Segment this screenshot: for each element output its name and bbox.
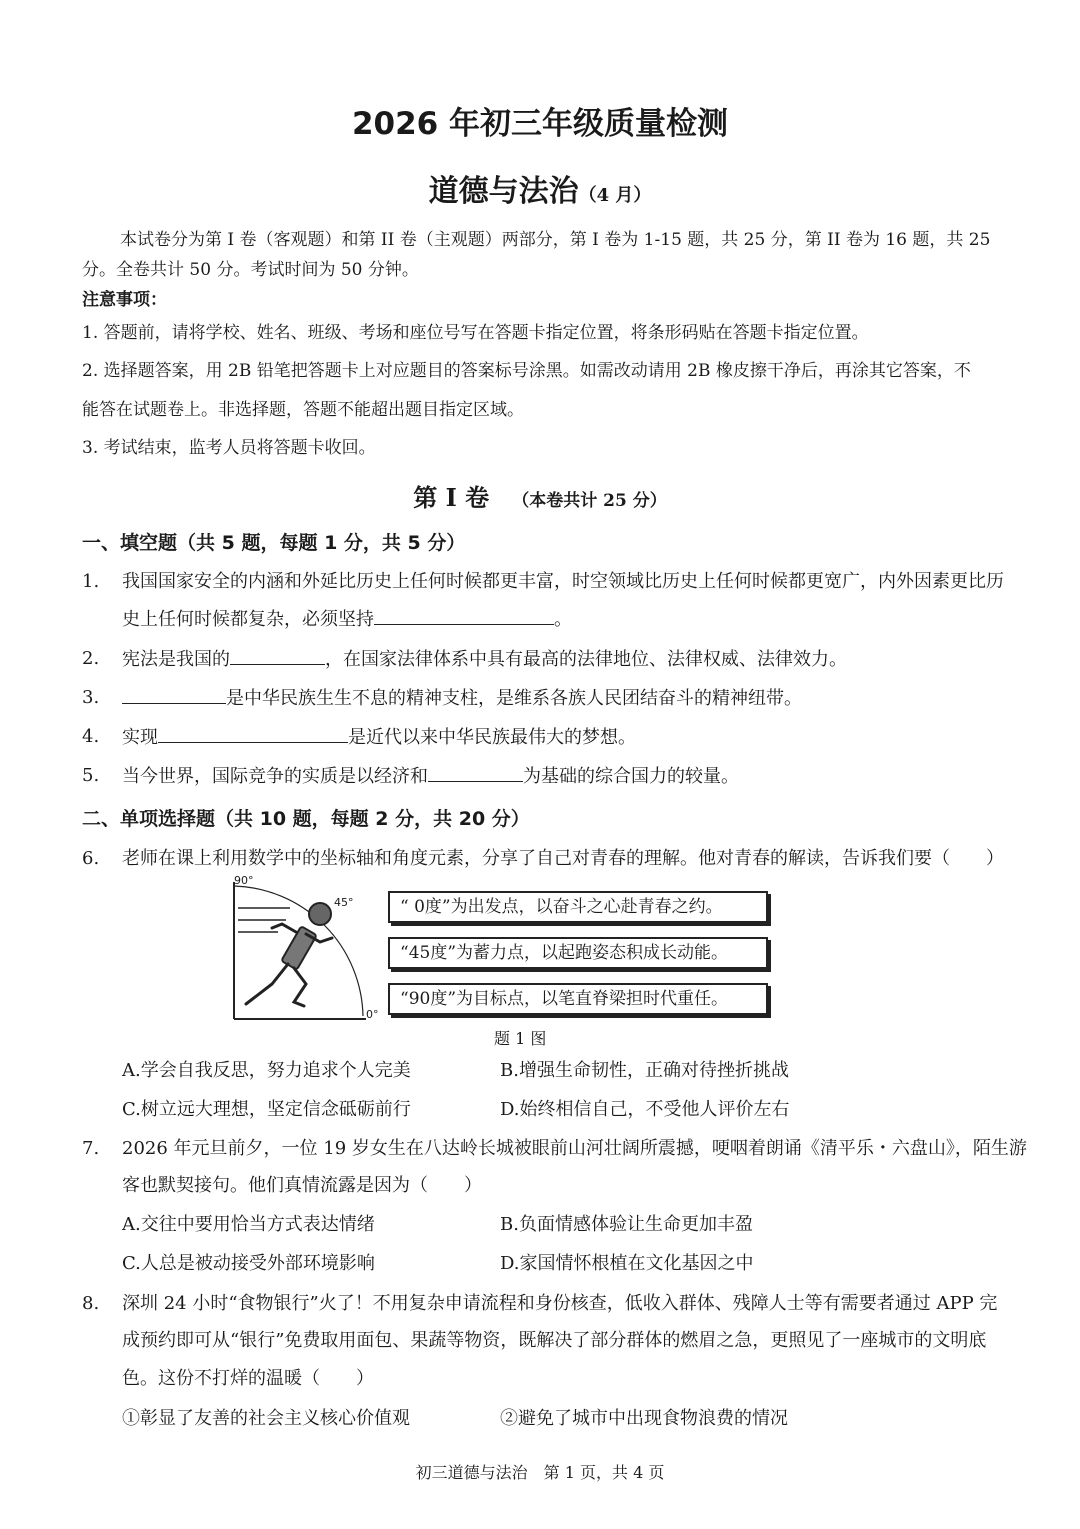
q5-line xyxy=(122,761,739,792)
exam-title: 2026 年初三年级质量检测 xyxy=(351,106,729,142)
q7-stem-line-1: 2026 年元旦前夕，一位 19 岁女生在八达岭长城被眼前山河壮阔所震撼，哽咽着朗诵《清平乐・六盘山》，陌生游 xyxy=(122,1138,1027,1159)
q5-text-a: 当今世界，国际竞争的实质是以经济和 xyxy=(122,766,428,787)
figure-label-90: 90° xyxy=(234,874,254,887)
q2-answer-blank[interactable] xyxy=(230,644,325,665)
subject-title: 道德与法治 xyxy=(428,174,579,209)
page-footer: 初三道德与法治 第 1 页，共 4 页 xyxy=(415,1463,665,1482)
q7-option-b[interactable]: B.负面情感体验让生命更加丰盈 xyxy=(500,1214,753,1235)
volume-note: （本卷共计 25 分） xyxy=(512,491,667,511)
q2-number: 2. xyxy=(82,648,100,669)
figure-box-0-degree: “ 0度”为出发点，以奋斗之心赴青春之约。 xyxy=(388,891,768,923)
intro-line-1: 本试卷分为第 I 卷（客观题）和第 II 卷（主观题）两部分，第 I 卷为 1-15 题，共 25 分，第 II 卷为 16 题，共 25 xyxy=(120,230,991,250)
q6-option-c[interactable]: C.树立远大理想，坚定信念砥砺前行 xyxy=(122,1099,411,1120)
q1-end: 。 xyxy=(554,609,572,630)
figure-box-90-degree: “90度”为目标点，以笔直脊梁担时代重任。 xyxy=(388,983,768,1015)
q2-line xyxy=(122,644,847,675)
q6-option-b[interactable]: B.增强生命韧性，正确对待挫折挑战 xyxy=(500,1060,789,1081)
q3-line xyxy=(122,683,802,714)
q1-line-1: 我国国家安全的内涵和外延比历史上任何时候都更丰富，时空领域比历史上任何时候都更宽广，内外因素更比历 xyxy=(122,571,1004,592)
q1-number: 1. xyxy=(82,571,100,592)
notes-item-3: 3. 考试结束，监考人员将答题卡收回。 xyxy=(82,438,376,458)
q5-number: 5. xyxy=(82,765,100,786)
figure-label-45: 45° xyxy=(334,896,354,909)
q6-option-d[interactable]: D.始终相信自己，不受他人评价左右 xyxy=(500,1099,790,1120)
notes-item-1: 1. 答题前，请将学校、姓名、班级、考场和座位号写在答题卡指定位置，将条形码贴在答题卡指定位置。 xyxy=(82,323,869,343)
q1-answer-blank[interactable] xyxy=(374,604,554,625)
q4-line xyxy=(122,722,636,753)
q3-answer-blank[interactable] xyxy=(122,683,226,704)
q1-line-2 xyxy=(122,604,572,635)
q8-stem-line-2: 成预约即可从“银行”免费取用面包、果蔬等物资，既解决了部分群体的燃眉之急，更照见了一座城市的文明底 xyxy=(122,1330,987,1351)
q5-answer-blank[interactable] xyxy=(428,761,523,782)
q7-option-d[interactable]: D.家国情怀根植在文化基因之中 xyxy=(500,1253,754,1274)
notes-heading: 注意事项： xyxy=(82,290,167,310)
q7-number: 7. xyxy=(82,1138,100,1159)
q4-text-b: 是近代以来中华民族最伟大的梦想。 xyxy=(348,727,636,748)
volume-title: 第 I 卷 xyxy=(413,483,490,512)
q6-option-a[interactable]: A.学会自我反思，努力追求个人完美 xyxy=(122,1060,411,1081)
q6-number: 6. xyxy=(82,848,100,869)
q7-stem-line-2: 客也默契接句。他们真情流露是因为（ ） xyxy=(122,1175,482,1196)
figure-box-45-degree: “45度”为蓄力点，以起跑姿态积成长动能。 xyxy=(388,937,768,969)
notes-item-2b: 能答在试题卷上。非选择题，答题不能超出题目指定区域。 xyxy=(82,400,524,420)
q3-text: 是中华民族生生不息的精神支柱，是维系各族人民团结奋斗的精神纽带。 xyxy=(226,688,802,709)
q8-option-2[interactable]: ②避免了城市中出现食物浪费的情况 xyxy=(500,1408,788,1429)
section-1-heading: 一、填空题（共 5 题，每题 1 分，共 5 分） xyxy=(82,532,466,554)
q8-number: 8. xyxy=(82,1293,100,1314)
q1-text: 史上任何时候都复杂，必须坚持 xyxy=(122,609,374,630)
q8-option-1[interactable]: ①彰显了友善的社会主义核心价值观 xyxy=(122,1408,410,1429)
exam-month: （4 月） xyxy=(578,185,652,206)
notes-item-2a: 2. 选择题答案，用 2B 铅笔把答题卡上对应题目的答案标号涂黑。如需改动请用 2B 橡皮擦干净后，再涂其它答案，不 xyxy=(82,361,971,381)
figure-caption: 题 1 图 xyxy=(494,1029,547,1048)
q6-stem: 老师在课上利用数学中的坐标轴和角度元素，分享了自己对青春的理解。他对青春的解读，告诉我们要（ ） xyxy=(122,848,1004,869)
q8-stem-line-1: 深圳 24 小时“食物银行”火了！不用复杂申请流程和身份核查，低收入群体、残障人士等有需要者通过 APP 完 xyxy=(122,1293,998,1314)
q5-text-b: 为基础的综合国力的较量。 xyxy=(523,766,739,787)
q2-text-b: ，在国家法律体系中具有最高的法律地位、法律权威、法律效力。 xyxy=(325,649,847,670)
running-figure-icon xyxy=(246,903,332,1006)
q4-text-a: 实现 xyxy=(122,727,158,748)
q7-option-c[interactable]: C.人总是被动接受外部环境影响 xyxy=(122,1253,375,1274)
q3-number: 3. xyxy=(82,687,100,708)
q4-number: 4. xyxy=(82,726,100,747)
q8-stem-line-3: 色。这份不打烊的温暖（ ） xyxy=(122,1368,374,1389)
q4-answer-blank[interactable] xyxy=(158,722,348,743)
q6-figure-graphic xyxy=(228,876,388,1024)
intro-line-2: 分。全卷共计 50 分。考试时间为 50 分钟。 xyxy=(82,260,419,280)
section-2-heading: 二、单项选择题（共 10 题，每题 2 分，共 20 分） xyxy=(82,808,530,830)
q7-option-a[interactable]: A.交往中要用恰当方式表达情绪 xyxy=(122,1214,375,1235)
subject-title-row xyxy=(0,166,1080,210)
figure-label-0: 0° xyxy=(366,1008,379,1021)
q2-text-a: 宪法是我国的 xyxy=(122,649,230,670)
volume-heading xyxy=(0,478,1080,513)
